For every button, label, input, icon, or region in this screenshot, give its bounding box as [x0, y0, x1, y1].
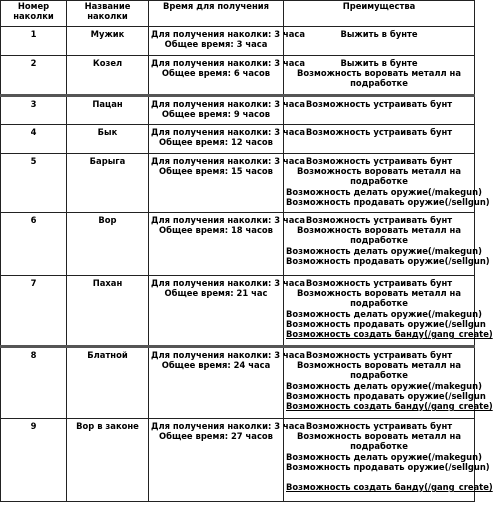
benefit-line: подработке: [350, 78, 408, 89]
rank-name: Вор: [67, 213, 149, 276]
time-line: Для получения наколки: 3 часа: [151, 421, 305, 431]
benefit-line: Возможность устраивать бунт: [305, 215, 453, 225]
rank-time: [149, 347, 305, 419]
benefit-line: Возможность создать банду(/gang_create): [286, 329, 493, 340]
benefit-line: Возможность устраивать бунт: [305, 127, 453, 137]
benefit-line: Возможность делать оружие(/makegun): [286, 451, 482, 462]
rank-number: 6: [1, 213, 67, 276]
benefit-line: подработке: [350, 176, 408, 187]
rank-time: [149, 213, 305, 276]
benefit-line: Выжить в бунте: [340, 58, 418, 68]
rank-name: Вор в законе: [67, 419, 149, 502]
time-line: Общее время: 6 часов: [161, 68, 271, 79]
header-number-line: Номер: [17, 1, 50, 11]
time-line: Для получения наколки: 3 часа: [151, 156, 305, 166]
table-row: [1, 213, 475, 276]
benefit-line: Возможность воровать металл на: [297, 431, 461, 442]
rank-benefits: [284, 213, 490, 276]
benefit-line: подработке: [350, 441, 408, 452]
rank-number: 1: [1, 27, 67, 56]
benefit-line: Возможность создать банду(/gang_create): [286, 401, 493, 412]
benefit-line: Возможность устраивать бунт: [305, 350, 453, 360]
rank-benefits: [284, 125, 475, 154]
rank-benefits: [284, 347, 493, 419]
time-line: Для получения наколки: 3 часа: [151, 58, 305, 68]
rank-benefits: [284, 27, 475, 56]
rank-benefits: [284, 419, 493, 502]
rank-name: Пацан: [67, 96, 149, 125]
benefit-line: Возможность устраивать бунт: [305, 421, 453, 431]
benefit-line: Возможность продавать оружие(/sellgun): [286, 255, 490, 266]
rank-number: 8: [1, 347, 67, 419]
rank-name: Козел: [67, 56, 149, 96]
header-number: [1, 1, 67, 27]
rank-benefits: [284, 154, 490, 213]
table-row: [1, 154, 475, 213]
time-line: Общее время: 21 час: [164, 288, 268, 299]
benefit-line: Возможность делать оружие(/makegun): [286, 186, 482, 197]
rank-number: 4: [1, 125, 67, 154]
rank-benefits: [284, 56, 475, 96]
table-row: [1, 125, 475, 154]
benefit-line: Возможность делать оружие(/makegun): [286, 380, 482, 391]
benefit-line: подработке: [350, 370, 408, 381]
rank-time: [149, 276, 305, 347]
rank-number: 7: [1, 276, 67, 347]
benefit-line: Возможность продавать оружие(/sellgun: [286, 390, 486, 401]
table-row: [1, 276, 475, 347]
rank-time: [149, 27, 305, 56]
time-line: Для получения наколки: 3 часа: [151, 278, 305, 288]
benefit-line: Выжить в бунте: [340, 29, 418, 39]
rank-number: 9: [1, 419, 67, 502]
time-line: Общее время: 12 часов: [159, 137, 273, 148]
benefit-line: Возможность продавать оружие(/sellgun: [286, 318, 486, 329]
benefit-line: Возможность воровать металл на: [297, 225, 461, 236]
rank-benefits: [284, 276, 493, 347]
time-line: Общее время: 9 часов: [161, 109, 271, 120]
time-line: Общее время: 18 часов: [159, 225, 273, 236]
header-number-line: наколки: [13, 11, 54, 22]
benefit-line: Возможность устраивать бунт: [305, 278, 453, 288]
rank-benefits: [284, 96, 475, 125]
rank-number: 2: [1, 56, 67, 96]
rank-time: [149, 154, 305, 213]
table-row: [1, 96, 475, 125]
rank-time: [149, 125, 305, 154]
benefit-line: подработке: [350, 298, 408, 309]
table-row: [1, 347, 475, 419]
table-row: [1, 27, 475, 56]
time-line: Общее время: 27 часов: [159, 431, 273, 442]
time-line: Для получения наколки: 3 часа: [151, 29, 305, 39]
header-row: [1, 1, 475, 27]
time-line: Для получения наколки: 3 часа: [151, 99, 305, 109]
benefit-line: Возможность устраивать бунт: [305, 156, 453, 166]
header-name: [67, 1, 149, 27]
rank-number: 5: [1, 154, 67, 213]
benefit-line: Возможность делать оружие(/makegun): [286, 308, 482, 319]
header-name-line: наколки: [87, 11, 128, 22]
rank-name: Бык: [67, 125, 149, 154]
benefit-line: Возможность делать оружие(/makegun): [286, 245, 482, 256]
rank-number: 3: [1, 96, 67, 125]
rank-time: [149, 419, 305, 502]
time-line: Общее время: 24 часа: [161, 360, 271, 371]
benefit-line: Возможность воровать металл на: [297, 288, 461, 299]
header-benefits: Преимущества: [284, 1, 475, 27]
rank-name: Мужик: [67, 27, 149, 56]
benefit-line: Возможность воровать металл на: [297, 68, 461, 79]
rank-name: Барыга: [67, 154, 149, 213]
benefit-line: Возможность воровать металл на: [297, 360, 461, 371]
time-line: Для получения наколки: 3 часа: [151, 350, 305, 360]
table-row: [1, 56, 475, 96]
benefit-line: подработке: [350, 235, 408, 246]
rank-time: [149, 96, 305, 125]
time-line: Общее время: 3 часа: [164, 39, 268, 50]
rank-time: [149, 56, 305, 96]
time-line: Для получения наколки: 3 часа: [151, 127, 305, 137]
header-time: Время для получения: [149, 1, 284, 27]
time-line: Для получения наколки: 3 часа: [151, 215, 305, 225]
time-line: Общее время: 15 часов: [159, 166, 273, 177]
ranks-body: [1, 27, 493, 502]
rank-name: Блатной: [67, 347, 149, 419]
benefit-line: Возможность воровать металл на: [297, 166, 461, 177]
header-name-line: Название: [84, 1, 131, 11]
benefit-line: Возможность продавать оружие(/sellgun): [286, 461, 490, 472]
benefit-line: Возможность устраивать бунт: [305, 99, 453, 109]
benefit-line: Возможность продавать оружие(/sellgun): [286, 196, 490, 207]
rank-name: Пахан: [67, 276, 149, 347]
table-row: [1, 419, 475, 502]
benefit-line: Возможность создать банду(/gang_create): [286, 482, 493, 493]
